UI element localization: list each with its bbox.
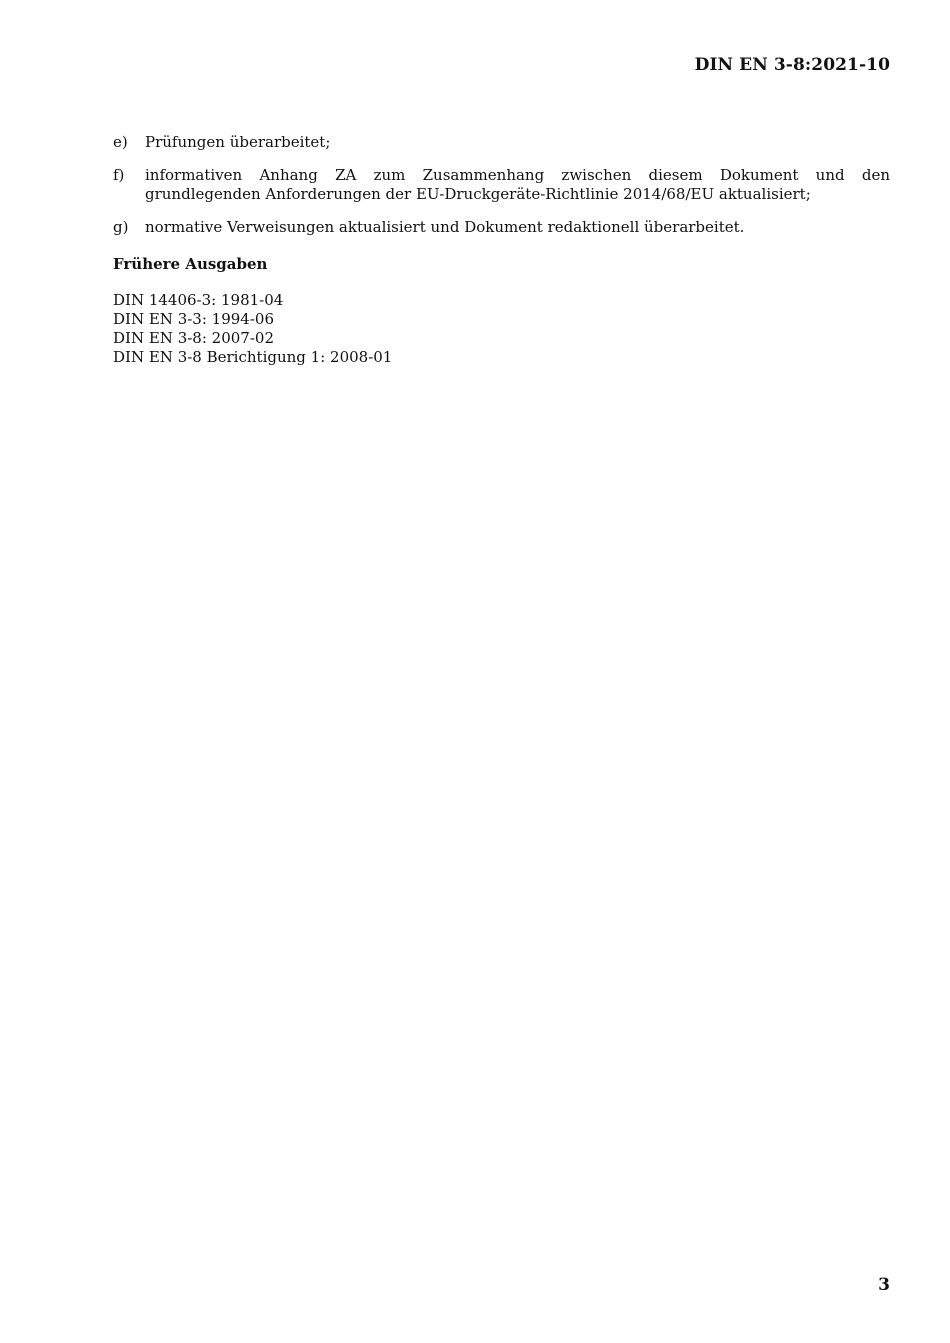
list-item-text: informativen Anhang ZA zum Zusammenhang zwischen diesem Dokument und den grundlegenden Anforderungen der EU-Druckgeräte-Richtlinie 2014/68/EU aktualisiert;: [145, 166, 890, 203]
list-item: [113, 166, 890, 204]
page-body: [113, 133, 890, 367]
previous-editions-heading: Frühere Ausgaben: [113, 255, 268, 273]
list-item-text: normative Verweisungen aktualisiert und Dokument redaktionell überarbeitet.: [145, 218, 745, 236]
page-number: 3: [878, 1275, 890, 1295]
edition-item: DIN EN 3-3: 1994-06: [113, 310, 274, 328]
list-marker: g): [113, 218, 129, 236]
list-item: [113, 218, 890, 237]
list-marker: f): [113, 166, 125, 184]
list-item: [113, 133, 890, 152]
previous-editions-list: [113, 291, 890, 367]
edition-item: DIN 14406-3: 1981-04: [113, 291, 284, 309]
document-id: DIN EN 3-8:2021-10: [694, 55, 890, 75]
edition-item: DIN EN 3-8 Berichtigung 1: 2008-01: [113, 348, 393, 366]
list-marker: e): [113, 133, 128, 151]
edition-item: DIN EN 3-8: 2007-02: [113, 329, 274, 347]
list-item-text: Prüfungen überarbeitet;: [145, 133, 331, 151]
